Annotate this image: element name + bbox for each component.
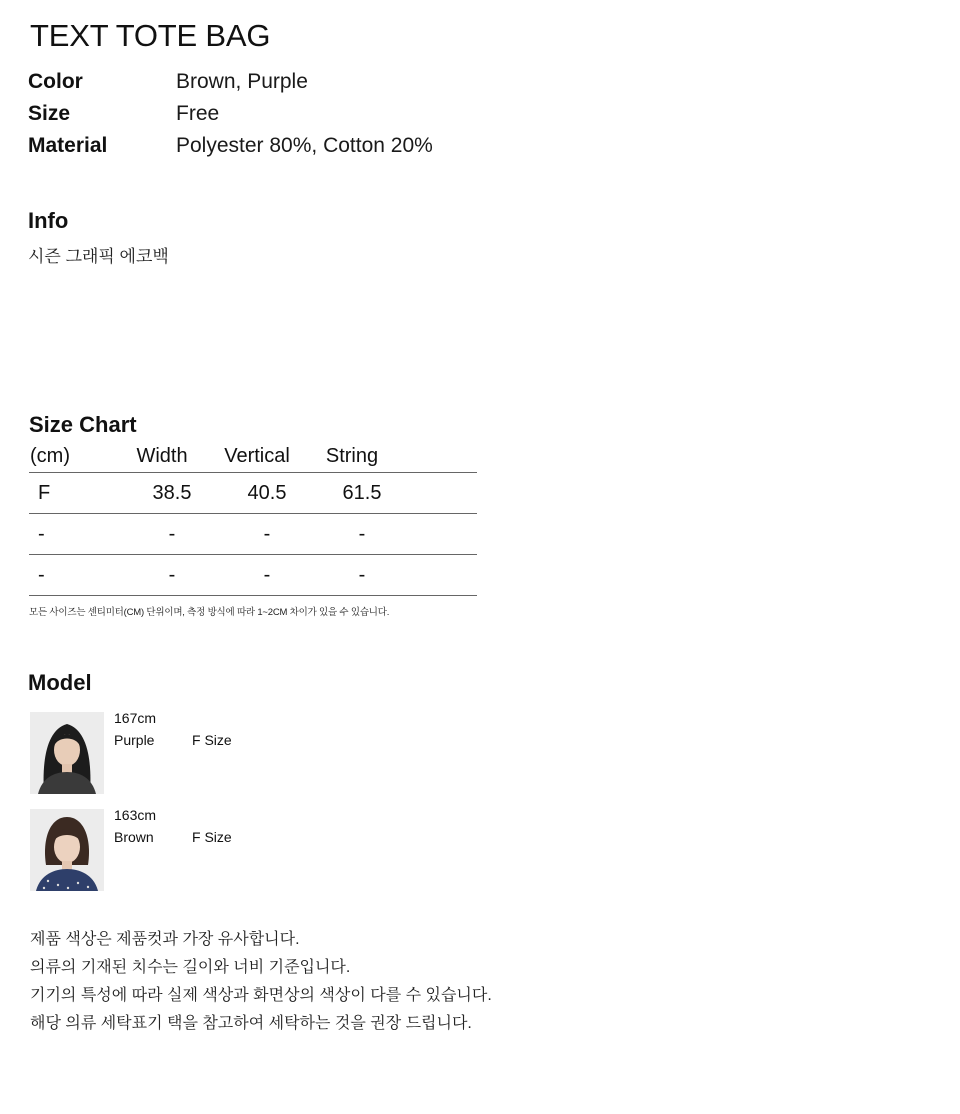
spec-label: Size [28,102,71,125]
table-cell: - [358,522,366,545]
note-line: 해당 의류 세탁표기 택을 참고하여 세탁하는 것을 권장 드립니다. [30,1015,472,1032]
model-color: Brown [114,829,154,845]
info-text: 시즌 그래픽 에코백 [28,247,169,266]
table-row [29,555,477,596]
spec-label: Material [28,134,108,157]
model-size: F Size [192,829,232,845]
product-title: TEXT TOTE BAG [30,18,271,53]
size-chart-note: 모든 사이즈는 센티미터(CM) 단위이며, 측정 방식에 따라 1~2CM 차이가 있을 수 있습니다. [29,607,390,618]
spec-value: Brown, Purple [176,70,308,93]
table-row [29,514,477,555]
table-cell: - [38,563,45,586]
spec-material [28,134,433,158]
column-header: Vertical [224,444,290,467]
table-cell: - [168,563,176,586]
model-height: 163cm [114,807,157,823]
table-cell: F [38,481,51,504]
size-chart-table [29,440,477,596]
table-cell: 61.5 [342,481,382,504]
table-row [29,473,477,514]
model-item [30,809,450,893]
table-cell: - [358,563,366,586]
table-cell: 40.5 [247,481,287,504]
table-header-row [29,440,477,473]
spec-size [28,102,219,126]
spec-value: Polyester 80%, Cotton 20% [176,134,433,157]
spec-value: Free [176,102,220,125]
note-line: 의류의 기재된 치수는 길이와 너비 기준입니다. [30,959,351,976]
model-photo [30,712,104,794]
column-header: Width [136,444,188,467]
model-color: Purple [114,732,155,748]
care-notes [30,926,492,1038]
note-line: 기기의 특성에 따라 실제 색상과 화면상의 색상이 다를 수 있습니다. [30,987,492,1004]
model-size: F Size [192,732,232,748]
info-heading: Info [28,208,69,233]
table-cell: - [168,522,176,545]
column-header: String [325,444,379,467]
model-height: 167cm [114,710,157,726]
table-cell: 38.5 [152,481,192,504]
column-header: (cm) [30,444,70,467]
spec-color [28,70,308,94]
table-cell: - [263,563,271,586]
model-portrait-image [30,809,104,891]
model-photo [30,809,104,891]
table-cell: - [263,522,271,545]
model-heading: Model [28,670,92,695]
table-cell: - [38,522,45,545]
model-portrait-image [30,712,104,794]
model-item [30,712,450,796]
size-chart-heading: Size Chart [29,412,137,437]
spec-label: Color [28,70,83,93]
note-line: 제품 색상은 제품컷과 가장 유사합니다. [30,931,300,948]
